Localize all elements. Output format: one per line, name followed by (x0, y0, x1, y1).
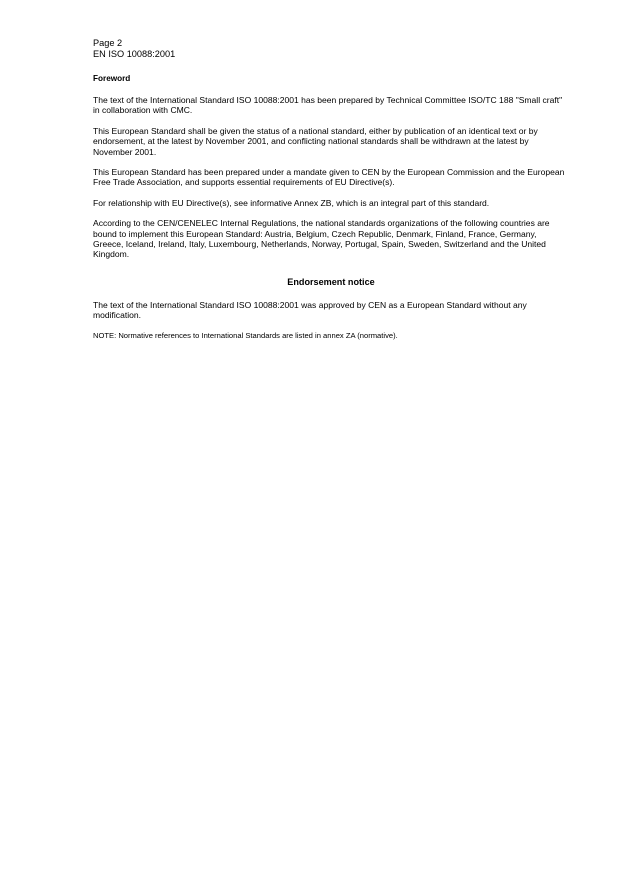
foreword-paragraph-4: For relationship with EU Directive(s), see informative Annex ZB, which is an integral part of this standard. (93, 197, 490, 208)
foreword-heading: Foreword (93, 74, 131, 83)
foreword-paragraph-5: According to the CEN/CENELEC Internal Regulations, the national standards organizations of the following countries are bound to implement this European Standard: Austria, Belgium, Czech Republic, Denmark, Finland, France, Germany, Greece, Iceland, Ireland, Italy, Luxembourg, Netherlands, Norway, Portugal, Spain, Sweden, Switzerland and the United Kingdom. (93, 218, 550, 260)
normative-note: NOTE: Normative references to International Standards are listed in annex ZA (normative). (93, 330, 398, 340)
foreword-paragraph-3: This European Standard has been prepared under a mandate given to CEN by the European Commission and the European Free Trade Association, and supports essential requirements of EU Directive(s). (93, 167, 565, 188)
foreword-paragraph-1: The text of the International Standard ISO 10088:2001 has been prepared by Technical Committee ISO/TC 188 "Small craft" in collaboration with CMC. (93, 95, 563, 116)
page-number: Page 2 (93, 38, 123, 48)
endorsement-heading: Endorsement notice (287, 276, 375, 287)
foreword-paragraph-2: This European Standard shall be given the status of a national standard, either by publication of an identical text or by endorsement, at the latest by November 2001, and conflicting national standards shall be withdrawn at the latest by November 2001. (93, 125, 538, 157)
page-content (93, 38, 569, 341)
endorsement-text: The text of the International Standard ISO 10088:2001 was approved by CEN as a European Standard without any modification. (93, 299, 527, 321)
standard-id: EN ISO 10088:2001 (93, 49, 176, 59)
